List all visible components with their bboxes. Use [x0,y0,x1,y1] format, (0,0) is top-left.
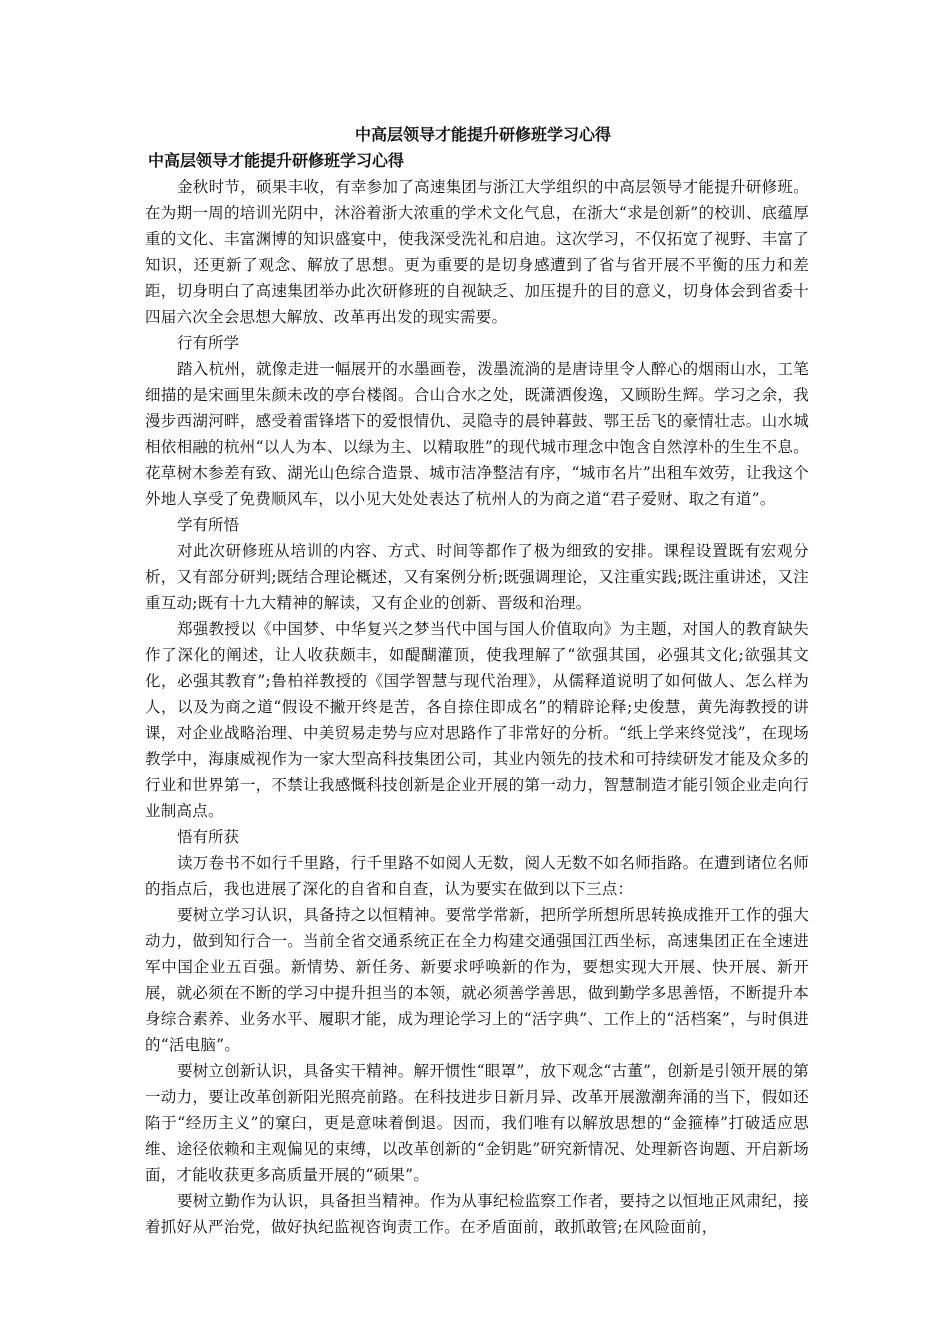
section-heading: 学有所悟 [177,516,240,534]
section-heading: 悟有所获 [177,828,240,846]
body-paragraph: 读万卷书不如行千里路，行千里路不如阅人无数，阅人无数不如名师指路。在遭到诸位名师的指点后，我也进展了深化的自省和自查，认为要实在做到以下三点： [145,854,809,898]
section-heading: 行有所学 [177,334,240,352]
document-title: 中高层领导才能提升研修班学习心得 [354,125,611,144]
body-paragraph: 郑强教授以《中国梦、中华复兴之梦当代中国与国人价值取向》为主题，对国人的教育缺失作了深化的阐述，让人收获颇丰，如醍醐灌顶，使我理解了“欲强其国，必强其文化;欲强其文化，必强其教育”;鲁柏祥教授的《国学智慧与现代治理》，从儒释道说明了如何做人、怎么样为人，以及为商之道“假设不撇开终是苦，各自捺住即成名”的精辟论释;史俊慧，黄先海教授的讲课，对企业战略治理、中美贸易走势与应对思路作了非常好的分析。“纸上学来终觉浅”，在现场教学中，海康威视作为一家大型高科技集团公司，其业内领先的技术和可持续研发才能及众多的行业和世界第一，不禁让我感慨科技创新是企业开展的第一动力，智慧制造才能引领企业走向行业制高点。 [145,620,809,820]
body-paragraph: 踏入杭州，就像走进一幅展开的水墨画卷，泼墨流淌的是唐诗里令人醉心的烟雨山水，工笔细描的是宋画里朱颜未改的亭台楼阁。合山合水之处，既潇洒俊逸，又顾盼生辉。学习之余，我漫步西湖河畔，感受着雷锋塔下的爱恨情仇、灵隐寺的晨钟暮鼓、鄂王岳飞的豪情壮志。山水城相依相融的杭州“以人为本、以绿为主、以精取胜”的现代城市理念中饱含自然淳朴的生生不息。花草树木参差有致、湖光山色综合造景、城市洁净整洁有序，“城市名片”出租车效劳，让我这个外地人享受了免费顺风车，以小见大处处表达了杭州人的为商之道“君子爱财、取之有道”。 [145,360,809,508]
body-paragraph: 对此次研修班从培训的内容、方式、时间等都作了极为细致的安排。课程设置既有宏观分析，又有部分研判;既结合理论概述，又有案例分析;既强调理论，又注重实践;既注重讲述，又注重互动;既有十九大精神的解读，又有企业的创新、晋级和治理。 [145,542,809,612]
body-paragraph: 要树立勤作为认识，具备担当精神。作为从事纪检监察工作者，要持之以恒地正风肃纪，接着抓好从严治党，做好执纪监视咨询责工作。在矛盾面前，敢抓敢管;在风险面前， [145,1192,809,1236]
body-paragraph: 金秋时节，硕果丰收，有幸参加了高速集团与浙江大学组织的中高层领导才能提升研修班。在为期一周的培训光阴中，沐浴着浙大浓重的学术文化气息，在浙大“求是创新”的校训、底蕴厚重的文化、丰富渊博的知识盛宴中，使我深受洗礼和启迪。这次学习，不仅拓宽了视野、丰富了知识，还更新了观念、解放了思想。更为重要的是切身感遭到了省与省开展不平衡的压力和差距，切身明白了高速集团举办此次研修班的自视缺乏、加压提升的目的意义，切身体会到省委十四届六次全会思想大解放、改革再出发的现实需要。 [145,178,809,326]
body-paragraph: 要树立学习认识，具备持之以恒精神。要常学常新，把所学所想所思转换成推开工作的强大动力，做到知行合一。当前全省交通系统正在全力构建交通强国江西坐标，高速集团正在全速进军中国企业五百强。新情势、新任务、新要求呼唤新的作为，要想实现大开展、快开展、新开展，就必须在不断的学习中提升担当的本领，就必须善学善思，做到勤学多思善悟，不断提升本身综合素养、业务水平、履职才能，成为理论学习上的“活字典”、工作上的“活档案”，与时俱进的“活电脑”。 [145,906,809,1054]
body-paragraph: 要树立创新认识，具备实干精神。解开惯性“眼罩”，放下观念“古董”，创新是引领开展的第一动力，要让改革创新阳光照亮前路。在科技进步日新月异、改革开展激潮奔涌的当下，假如还陷于“经历主义”的窠臼，更是意味着倒退。因而，我们唯有以解放思想的“金箍棒”打破适应思维、途径依赖和主观偏见的束缚，以改革创新的“金钥匙”研究新情况、处理新咨询题、开启新场面，才能收获更多高质量开展的“硕果”。 [145,1062,809,1184]
document-page [145,122,809,1240]
document-subtitle: 中高层领导才能提升研修班学习心得 [148,151,405,170]
document-body [145,174,809,1240]
